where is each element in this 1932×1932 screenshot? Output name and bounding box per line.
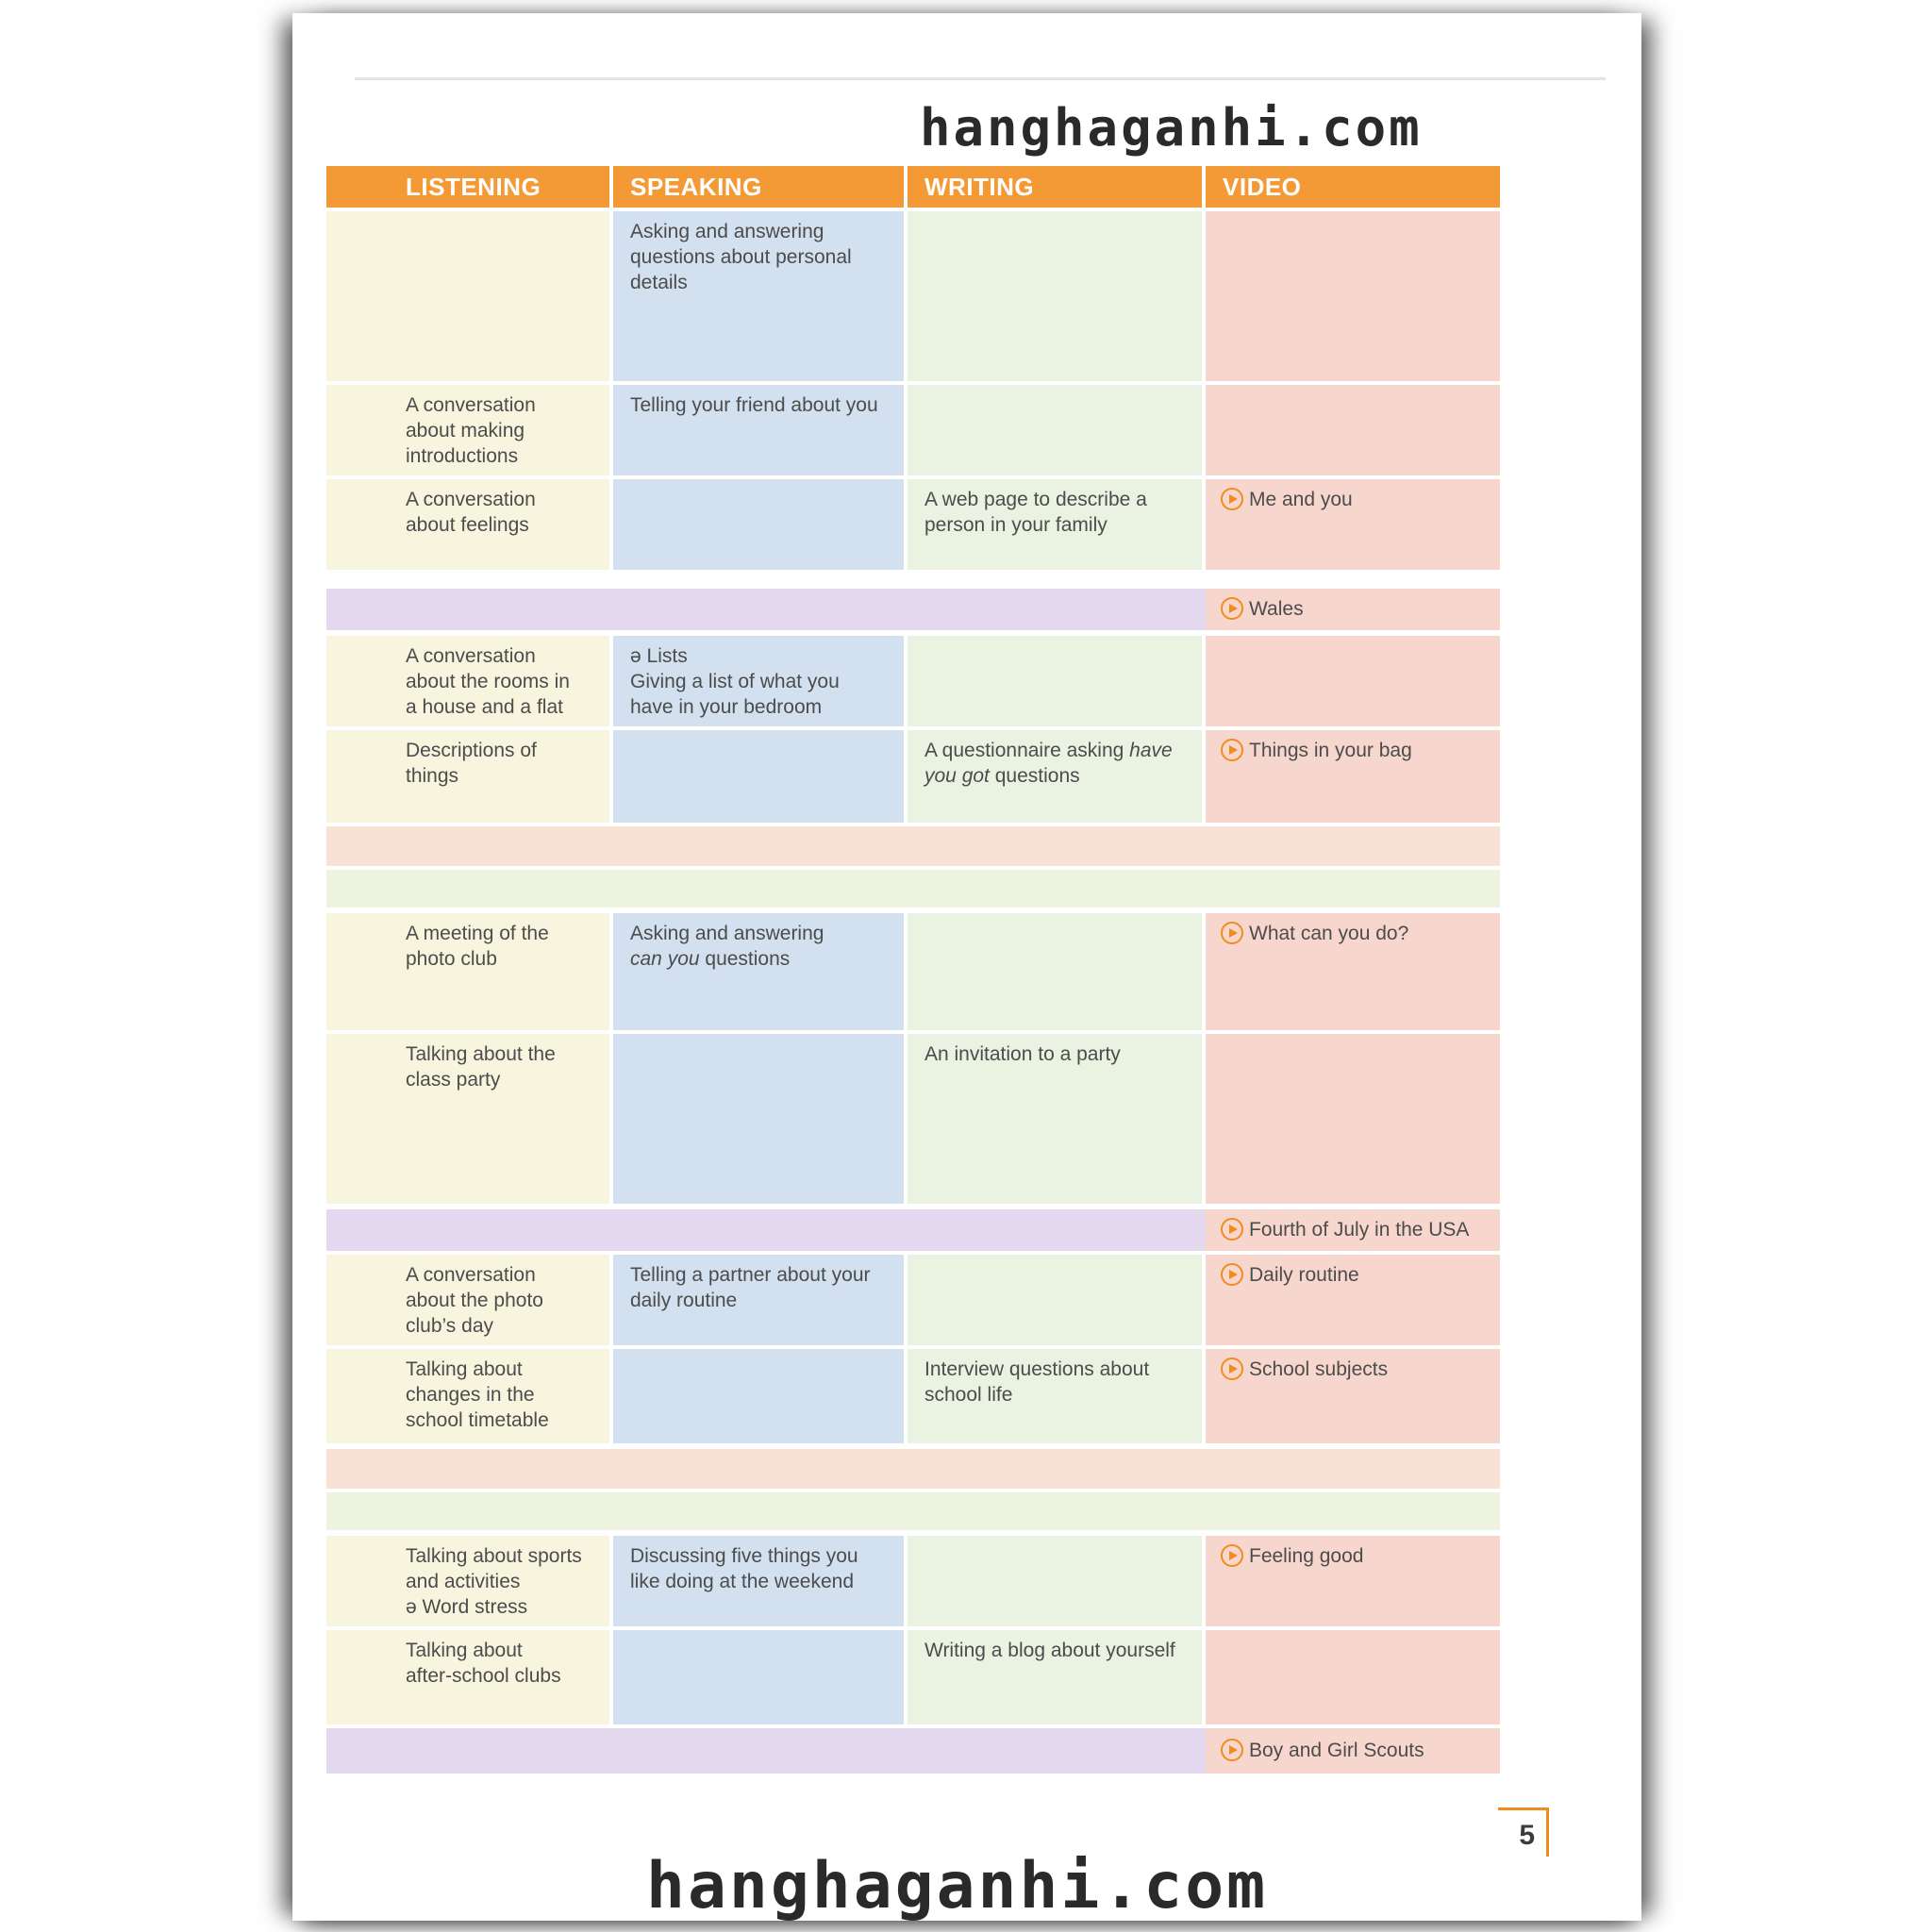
band2-video	[1206, 1209, 1500, 1251]
row11-listening	[326, 1630, 609, 1724]
italic-text: have	[1129, 740, 1173, 761]
text-line	[924, 763, 1192, 789]
text-line: ə Lists	[630, 645, 688, 667]
watermark-bottom: hanghaganhi.com	[646, 1849, 1269, 1924]
text-line: school timetable	[406, 1409, 549, 1431]
text-line: Telling your friend about you	[630, 394, 878, 416]
header-writing: WRITING	[908, 166, 1202, 208]
band-green-1	[326, 870, 1500, 908]
row11-speaking	[613, 1630, 904, 1724]
band3-video	[1206, 1728, 1500, 1774]
text-line: An invitation to a party	[924, 1043, 1121, 1065]
play-icon[interactable]	[1221, 1357, 1243, 1380]
row1-writing	[908, 211, 1202, 381]
video-title: School subjects	[1249, 1358, 1389, 1380]
text-line: Talking about	[406, 1358, 523, 1380]
row1-listening	[326, 211, 609, 381]
row10-video	[1206, 1536, 1500, 1626]
text-line: A conversation	[406, 394, 536, 416]
text-line: school life	[924, 1384, 1013, 1406]
row11-video	[1206, 1630, 1500, 1724]
top-rule	[355, 77, 1606, 80]
row8-video	[1206, 1255, 1500, 1345]
row5-listening	[326, 730, 609, 823]
text-line: Asking and answering	[630, 221, 824, 242]
row10-writing	[908, 1536, 1202, 1626]
text-line: about feelings	[406, 514, 529, 536]
row3-listening	[326, 479, 609, 570]
page-number	[1498, 1807, 1549, 1857]
text-line: have in your bedroom	[630, 696, 823, 718]
row9-video	[1206, 1349, 1500, 1443]
text-line: Descriptions of	[406, 740, 537, 761]
row8-listening	[326, 1255, 609, 1345]
text-line: Talking about sports	[406, 1545, 582, 1567]
row9-speaking	[613, 1349, 904, 1443]
text-line: Interview questions about	[924, 1358, 1150, 1380]
video-title: Fourth of July in the USA	[1249, 1219, 1470, 1241]
watermark-top: hanghaganhi.com	[920, 98, 1423, 158]
row3-video	[1206, 479, 1500, 570]
video-title: Feeling good	[1249, 1545, 1364, 1567]
row9-listening	[326, 1349, 609, 1443]
text-line	[630, 946, 894, 972]
text-line: Talking about	[406, 1640, 523, 1661]
video-title: Me and you	[1249, 489, 1353, 510]
row2-video	[1206, 385, 1500, 475]
row6-listening	[326, 913, 609, 1030]
text-line: club’s day	[406, 1315, 494, 1337]
row10-listening	[326, 1536, 609, 1626]
text-span: questions	[989, 765, 1080, 787]
header-listening: LISTENING	[326, 166, 609, 208]
table-header	[326, 166, 1500, 208]
play-icon[interactable]	[1221, 1263, 1243, 1286]
row5-video	[1206, 730, 1500, 823]
italic-text: you got	[924, 765, 990, 787]
row6-writing	[908, 913, 1202, 1030]
row7-listening	[326, 1034, 609, 1204]
text-line: and activities	[406, 1571, 521, 1592]
row2-speaking	[613, 385, 904, 475]
play-icon[interactable]	[1221, 1544, 1243, 1567]
play-icon[interactable]	[1221, 1739, 1243, 1761]
row2-writing	[908, 385, 1202, 475]
text-span: A questionnaire asking	[924, 740, 1130, 761]
row1-speaking	[613, 211, 904, 381]
header-speaking: SPEAKING	[613, 166, 904, 208]
text-line: details	[630, 272, 688, 293]
text-line: Giving a list of what you	[630, 671, 840, 692]
text-line: A meeting of the	[406, 923, 549, 944]
row7-writing	[908, 1034, 1202, 1204]
row6-speaking	[613, 913, 904, 1030]
italic-text: can you	[630, 948, 700, 970]
row3-writing	[908, 479, 1202, 570]
text-line: Writing a blog about yourself	[924, 1640, 1175, 1661]
page-number-text: 5	[1519, 1820, 1535, 1851]
text-line: introductions	[406, 445, 519, 467]
text-line: about the rooms in	[406, 671, 570, 692]
text-line: things	[406, 765, 459, 787]
play-icon[interactable]	[1221, 597, 1243, 620]
row10-speaking	[613, 1536, 904, 1626]
row3-speaking	[613, 479, 904, 570]
play-icon[interactable]	[1221, 922, 1243, 944]
row8-speaking	[613, 1255, 904, 1345]
text-line: daily routine	[630, 1290, 738, 1311]
row8-writing	[908, 1255, 1202, 1345]
text-line: person in your family	[924, 514, 1108, 536]
text-line	[924, 738, 1192, 763]
row5-writing	[908, 730, 1202, 823]
video-title: Things in your bag	[1249, 740, 1412, 761]
text-line: questions about personal	[630, 246, 852, 268]
row4-listening	[326, 636, 609, 726]
video-title: Daily routine	[1249, 1264, 1359, 1286]
row9-writing	[908, 1349, 1202, 1443]
text-line: A conversation	[406, 1264, 536, 1286]
text-line: photo club	[406, 948, 497, 970]
text-line: changes in the	[406, 1384, 535, 1406]
text-line: A conversation	[406, 489, 536, 510]
row4-speaking	[613, 636, 904, 726]
row4-video	[1206, 636, 1500, 726]
video-title: Boy and Girl Scouts	[1249, 1740, 1424, 1761]
text-line: about the photo	[406, 1290, 543, 1311]
text-line: Telling a partner about your	[630, 1264, 871, 1286]
text-line: A web page to describe a	[924, 489, 1147, 510]
text-line: A conversation	[406, 645, 536, 667]
band-peach-2	[326, 1449, 1500, 1489]
row7-speaking	[613, 1034, 904, 1204]
text-line: like doing at the weekend	[630, 1571, 854, 1592]
text-line: Discussing five things you	[630, 1545, 858, 1567]
row7-video	[1206, 1034, 1500, 1204]
text-line: class party	[406, 1069, 501, 1091]
play-icon[interactable]	[1221, 1218, 1243, 1241]
row4-writing	[908, 636, 1202, 726]
row11-writing	[908, 1630, 1202, 1724]
text-line: Talking about the	[406, 1043, 556, 1065]
play-icon[interactable]	[1221, 739, 1243, 761]
row5-speaking	[613, 730, 904, 823]
band-green-2	[326, 1492, 1500, 1530]
text-span: questions	[699, 948, 791, 970]
header-video: VIDEO	[1206, 166, 1500, 208]
band-peach-1	[326, 826, 1500, 866]
text-line: after-school clubs	[406, 1665, 561, 1687]
play-icon[interactable]	[1221, 488, 1243, 510]
text-line: ə Word stress	[406, 1596, 528, 1618]
row1-video	[1206, 211, 1500, 381]
text-line: about making	[406, 420, 525, 441]
text-line: Asking and answering	[630, 923, 824, 944]
band1-video	[1206, 589, 1500, 630]
row6-video	[1206, 913, 1500, 1030]
video-title: What can you do?	[1249, 923, 1409, 944]
row2-listening	[326, 385, 609, 475]
video-title: Wales	[1249, 598, 1304, 620]
text-line: a house and a flat	[406, 696, 563, 718]
textbook-page	[292, 13, 1641, 1924]
